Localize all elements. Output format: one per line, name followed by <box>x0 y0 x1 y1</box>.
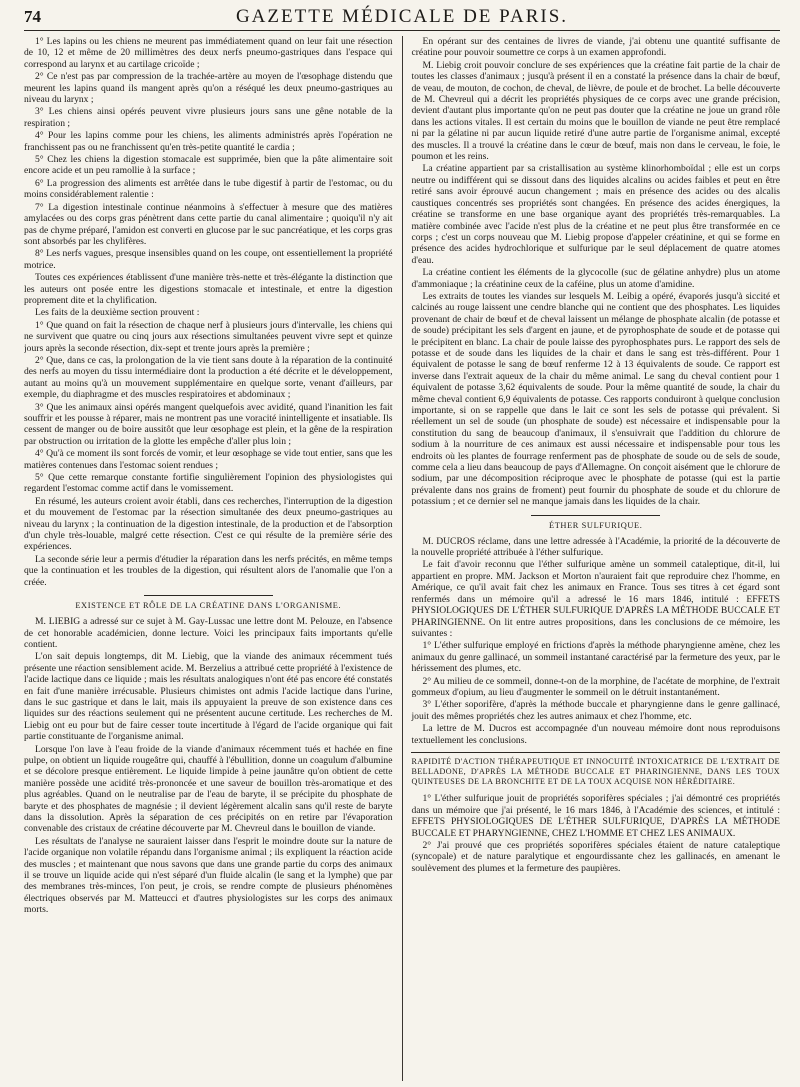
right-paragraphs <box>411 36 780 508</box>
paragraph: 1° L'éther sulfurique jouit de propriétés soporifères spéciales ; j'ai démontré ces propriétés dans un mémoire que j'ai présenté, le 16 mars 1846, à l'Académie des sciences, et intitulé : EFFETS PHYSIOLOGIQUES DE L'ÉTHER SULFURIQUE, D'APRÈS LA MÉTHODE BUCCALE ET PHARYNGIENNE, CHEZ L'HOMME ET CHEZ LES ANIMAUX. <box>411 793 780 839</box>
paragraph: En opérant sur des centaines de livres de viande, j'ai obtenu une quantité suffisante de créatine pour pouvoir soumettre ce corps à un examen approfondi. <box>411 36 780 59</box>
paragraph: 2° Que, dans ce cas, la prolongation de la vie tient sans doute à la réparation de la continuité des nerfs au moyen du tissu intermédiaire dont la production a été décrite et le développement, autant au moins qu'à un mouvement supplémentaire en quelque sorte, venant d'ailleurs, par exemple, du diaphragme et des muscles respiratoires et abdominaux ; <box>24 354 393 401</box>
paragraph: 3° L'éther soporifère, d'après la méthode buccale et pharyngienne dans le genre gallinacé, jouit des mêmes propriétés chez les autres animaux et chez l'homme, etc. <box>411 699 780 722</box>
paragraph: 3° Les chiens ainsi opérés peuvent vivre plusieurs jours sans une gêne notable de la respiration ; <box>24 106 393 129</box>
paragraph: 2° Ce n'est pas par compression de la trachée-artère au moyen de l'œsophage distendu que meurent les lapins quand ils mangent après qu'on a réséqué les deux pneumo-gastriques au niveau du larynx ; <box>24 71 393 106</box>
paragraph: 2° Au milieu de ce sommeil, donne-t-on de la morphine, de l'acétate de morphine, de l'extrait gommeux d'opium, au lieu d'augmenter le sommeil on le détruit instantanément. <box>411 675 780 698</box>
paragraph: Toutes ces expériences établissent d'une manière très-nette et très-élégante la distinction que les auteurs ont posée entre les digestions stomacale et intestinale, et entre la digestion proprement dite et la chylification. <box>24 272 393 306</box>
paragraph: Les résultats de l'analyse ne sauraient laisser dans l'esprit le moindre doute sur la nature de l'acide organique non volatile répandu dans l'organisme animal ; ils expliquent la réaction acide des muscles ; et maintenant que nous savons que dans une grande partie du corps des animaux il se trouve un liquide acide qui n'est séparé d'un fluide alcalin (le sang et la lymphe) que par des membranes très-minces, l'on peut, je crois, se rendre compte de plusieurs phénomènes électriques observés par M. Matteucci et d'autres physiologistes sur les corps des animaux morts. <box>24 835 393 916</box>
paragraph: Les faits de la deuxième section prouvent : <box>35 307 200 319</box>
paragraph: 1° L'éther sulfurique employé en frictions d'après la méthode pharyngienne amène, chez les animaux du genre gallinacé, un sommeil instantané caractérisé par la fermeture des yeux, par le hérissement des plumes, etc. <box>411 640 780 675</box>
paragraph: La créatine contient les éléments de la glycocolle (suc de gélatine anhydre) plus un atome d'ammoniaque ; la créatinine ceux de la caféine, plus un atome d'amidine. <box>411 267 780 290</box>
ether-paragraphs <box>411 536 780 746</box>
column-rule <box>402 36 403 1081</box>
right-column <box>411 36 780 1081</box>
creatine-heading: EXISTENCE ET RÔLE DE LA CRÉATINE DANS L'ORGANISME. <box>75 601 342 611</box>
belladone-paragraphs <box>411 793 780 874</box>
paragraph: L'on sait depuis longtemps, dit M. Liebig, que la viande des animaux récemment tués présente une réaction sensiblement acide. M. Berzelius a attribué cette propriété à l'existence de l'acide lactique dans ce liquide ; mais les résultats analogiques n'ont été pas encore été constatés en fait d'une manière irrécusable. Plusieurs chimistes ont admis l'acide lactique dans l'urine, dans le suc gastrique et dans le lait, mais ils appuyaient la preuve de son existence dans ces liquides sur des réactions seulement qui ne présentent aucune certitude. Les recherches de M. Liebig ont eu pour but de faire cesser toute incertitude à l'égard de l'acide organique qui fait partie constituante de l'organisme animal. <box>24 651 393 743</box>
page-number: 74 <box>24 7 41 26</box>
paragraph: Le fait d'avoir reconnu que l'éther sulfurique amène un sommeil cataleptique, dit-il, lui appartient en propre. MM. Jackson et Morton n'auraient fait que reproduire chez l'homme, en Amérique, ce qu'il avait fait chez les animaux en France. Tous ses titres à cet égard sont renfermés dans un mémoire qu'il a adressé le 16 mars 1846, intitulé : EFFETS PHYSIOLOGIQUES DE L'ÉTHER SULFURIQUE D'APRÈS LA MÉTHODE BUCCALE ET PHARINGIENNE. On lit entre autres propositions, dans les conclusions de ce mémoire, les suivantes : <box>411 559 780 639</box>
paragraph: 1° Que quand on fait la résection de chaque nerf à plusieurs jours d'intervalle, les chiens qui ne survivent que quatre ou cinq jours aux résections simultanées peuvent vivre sept et quinze jours après la seconde résection, dix-sept et trente jours après la première ; <box>24 319 393 354</box>
paragraph: 4° Pour les lapins comme pour les chiens, les aliments administrés après l'opération ne franchissent pas ou ne franchissent qu'en très-petite quantité le cardia ; <box>24 130 393 153</box>
paragraph: M. Liebig croit pouvoir conclure de ses expériences que la créatine fait partie de la chair de toutes les classes d'animaux ; jusqu'à présent il en a constaté la présence dans la chair de bœuf, de veau, de mouton, de cochon, de cheval, de lièvre, de poule et de brochet. La belle découverte de M. Chevreul qui a décrit les propriétés physiques de ce corps avec une grande précision, devient d'autant plus importante qu'on ne peut pas douter que la créatine ne joue un grand rôle dans les actions vitales. Il est certain du moins que le bouillon de viande ne peut être remplacé ni par la gélatine ni par aucun liquide retiré d'une autre partie de l'organisme animal, excepté des muscles. Il a trouvé la créatine dans le cœur de bœuf, mais non dans le cerveau, le foie, le poumon et les reins. <box>411 59 780 163</box>
paragraph: 4° Qu'à ce moment ils sont forcés de vomir, et leur œsophage se vide tout entier, sans que les matières contenues dans l'estomac soient rendues ; <box>24 448 393 471</box>
paragraph: En résumé, les auteurs croient avoir établi, dans ces recherches, l'interruption de la digestion et du mouvement de l'estomac par la résection simultanée des deux pneumo-gastriques au niveau du larynx ; la continuation de la digestion intestinale, de la production et de l'absorption d'un chyle très-louable, malgré cette résection. C'est ce qui résulte de la première série des expériences. <box>24 495 393 553</box>
section-rule <box>411 752 780 753</box>
paragraph: 5° Que cette remarque constante fortifie singulièrement l'opinion des physiologistes qui regardent l'estomac comme actif dans le vomissement. <box>24 472 393 495</box>
ether-heading: ÉTHER SULFURIQUE. <box>548 520 643 530</box>
creatine-paragraphs <box>24 616 393 916</box>
paragraph: 6° La progression des aliments est arrêtée dans le tube digestif à partir de l'estomac, ou du moins considérablement ralentie : <box>24 177 393 201</box>
paragraph: 5° Chez les chiens la digestion stomacale est supprimée, bien que la pâte alimentaire soit encore acide et un peu ramollie à la surface ; <box>24 154 393 177</box>
section-divider <box>144 595 273 596</box>
paragraph: Les extraits de toutes les viandes sur lesquels M. Leibig a opéré, évaporés jusqu'à siccité et calcinés au rouge laissent une cendre blanche qui ne contient que des phosphates. Les liquides provenant de chair de bœuf et de cheval laissent un mélange de phosphate alcalin (de potasse et de soude) précipitant les sels d'argent en jaune, et de pyrophosphate de soude et de potasse qui le précipitent en blanc. La chair de poule laisse des pyrophosphates purs. Le rapport des sels de potasse et de soude dans les liquides de la chair et dans le sang est très-différent. Pour 1 équivalent de potasse le sang de bœuf renferme 12 à 13 équivalents de soude. Ce rapport est inverse dans l'extrait aqueux de la chair du même animal. Le sang du cheval contient pour 1 équivalent de potasse 3,62 équivalents de soude. Pour la même quantité de soude, la chair du même cheval contient 6,9 équivalents de potasse. Ces rapports conduiront à quelque conclusion importante, si on se rappelle que dans le lait ce sont les sels de potasse qui prévalent. Si réellement un sel de soude (un phosphate de soude) est nécessaire et indispensable pour la constitution du sang de beaucoup d'animaux, il s'ensuivrait que l'addition du chlorure de sodium à la nourriture de ces animaux est aussi nécessaire et indispensable pour tous les endroits où les plantes de fourrage renferment pas de phosphate de soude ou de sels de soude, comme cela a lieu dans beaucoup de pays d'Allemagne. On conçoit aisément que le chlorure de sodium, par une décomposition réciproque avec le phosphate de potasse (qui est la partie prévalente dans nos grains de froment) peut fournir du phosphate de soude et du chlorure de potassium ; et ce dernier sel ne manque jamais dans les liquides de la chair. <box>411 290 780 508</box>
belladone-heading: RAPIDITÉ D'ACTION THÉRAPEUTIQUE ET INNOCUITÉ INTOXICATRICE DE L'EXTRAIT DE BELLADONE, D'APRÈS LA MÉTHODE BUCCALE ET PHARINGIENNE, DANS LES TOUX QUINTEUSES DE LA BRONCHITE ET DE LA TOUX ACQUISE NON HÉRÉDITAIRE. <box>411 756 780 787</box>
paragraph: Lorsque l'on lave à l'eau froide de la viande d'animaux récemment tués et hachée en fine pulpe, on obtient un liquide rougeâtre qui, chauffé à l'ébullition, donne un coagulum d'albumine et se décolore presque entièrement. Le liquide limpide à peine jaunâtre qu'on obtient de cette manière possède une acidité très-prononcée et une saveur de bouillon très-aromatique et des plus agréables. Quand on le neutralise par de l'eau de baryte, il se précipite du phosphate de baryte et des phosphates de magnésie ; il devient légèrement alcalin sans qu'il reste de baryte dans la dissolution. Après la séparation de ces précipités on en retire par l'évaporation convenable des cristaux de créatine découverte par M. Chevreul dans le bouillon de viande. <box>24 743 393 835</box>
paragraph: 7° La digestion intestinale continue néanmoins à s'effectuer à mesure que des matières amylacées ou des corps gras pénètrent dans cette partie du canal alimentaire ; quoiqu'il n'y ait pas de chyme préparé, l'amidon est converti en glucose par le suc pancréatique, et les corps gras sont absorbés par les chylifères. <box>24 201 393 247</box>
page-header <box>24 6 780 31</box>
paragraph: M. LIEBIG a adressé sur ce sujet à M. Gay-Lussac une lettre dont M. Pelouze, en l'absence de cet honorable académicien, donne lecture. Voici les principaux faits importants qu'elle contient. <box>24 616 393 650</box>
journal-title: GAZETTE MÉDICALE DE PARIS. <box>235 6 569 27</box>
paragraph: La créatine appartient par sa cristallisation au système klinorhomboïdal ; elle est un corps neutre ou indifférent qui se dissout dans des liquides alcalins ou acides faibles et peut en être retiré sans avoir éprouvé aucun changement ; mais en présence des acides ou des alcalis caustiques concentrés ses propriétés sont changées. En présence des acides énergiques, la créatine se transforme en une base organique ayant des propriétés très-remarquables. La matière combinée avec l'acide n'est plus de la créatine et ne peut plus être transformée en ce corps ; c'est un corps nouveau que M. Liebig propose d'appeler créatinine, et qui se forme en présence des acides hydrochlorique et sulfurique par le seul déplacement de quatre atomes d'eau. <box>411 163 780 266</box>
paragraph: 8° Les nerfs vagues, presque insensibles quand on les coupe, ont essentiellement la propriété motrice. <box>24 248 393 271</box>
paragraph: La seconde série leur a permis d'étudier la réparation dans les nerfs précités, en même temps que la continuation et les troubles de la digestion, qui résultent alors de l'anomalie que l'on a créée. <box>24 553 393 588</box>
paragraph: 2° J'ai prouvé que ces propriétés soporifères spéciales étaient de nature cataleptique (syncopale) et de nature paralytique et engourdissante chez les gallinacés, en amenant le soulèvement des plumes et la fermeture des paupières. <box>411 839 780 874</box>
paragraph: La lettre de M. Ducros est accompagnée d'un nouveau mémoire dont nous reproduisons textuellement les conclusions. <box>411 723 780 746</box>
paragraph: 1° Les lapins ou les chiens ne meurent pas immédiatement quand on leur fait une résection de 10, 12 et même de 20 millimètres des deux nerfs pneumo-gastriques dans l'espace qui correspond au larynx et au cartilage cricoïde ; <box>24 36 393 70</box>
left-paragraphs <box>24 36 393 588</box>
columns <box>24 36 780 1081</box>
section-divider <box>531 515 660 516</box>
paragraph: 3° Que les animaux ainsi opérés mangent quelquefois avec avidité, quand l'inanition les fait souffrir et les pousse à réparer, mais ne montrent pas une voracité inintelligente et insatiable. Ils cessent de manger ou de boire aussitôt que leur œsophage est plein, et la gêne de la respiration par obstruction ou irritation de la glotte les empêche d'aller plus loin ; <box>24 401 393 447</box>
left-column <box>24 36 393 1081</box>
paragraph: M. DUCROS réclame, dans une lettre adressée à l'Académie, la priorité de la découverte de la nouvelle propriété attribuée à l'éther sulfurique. <box>411 535 780 559</box>
